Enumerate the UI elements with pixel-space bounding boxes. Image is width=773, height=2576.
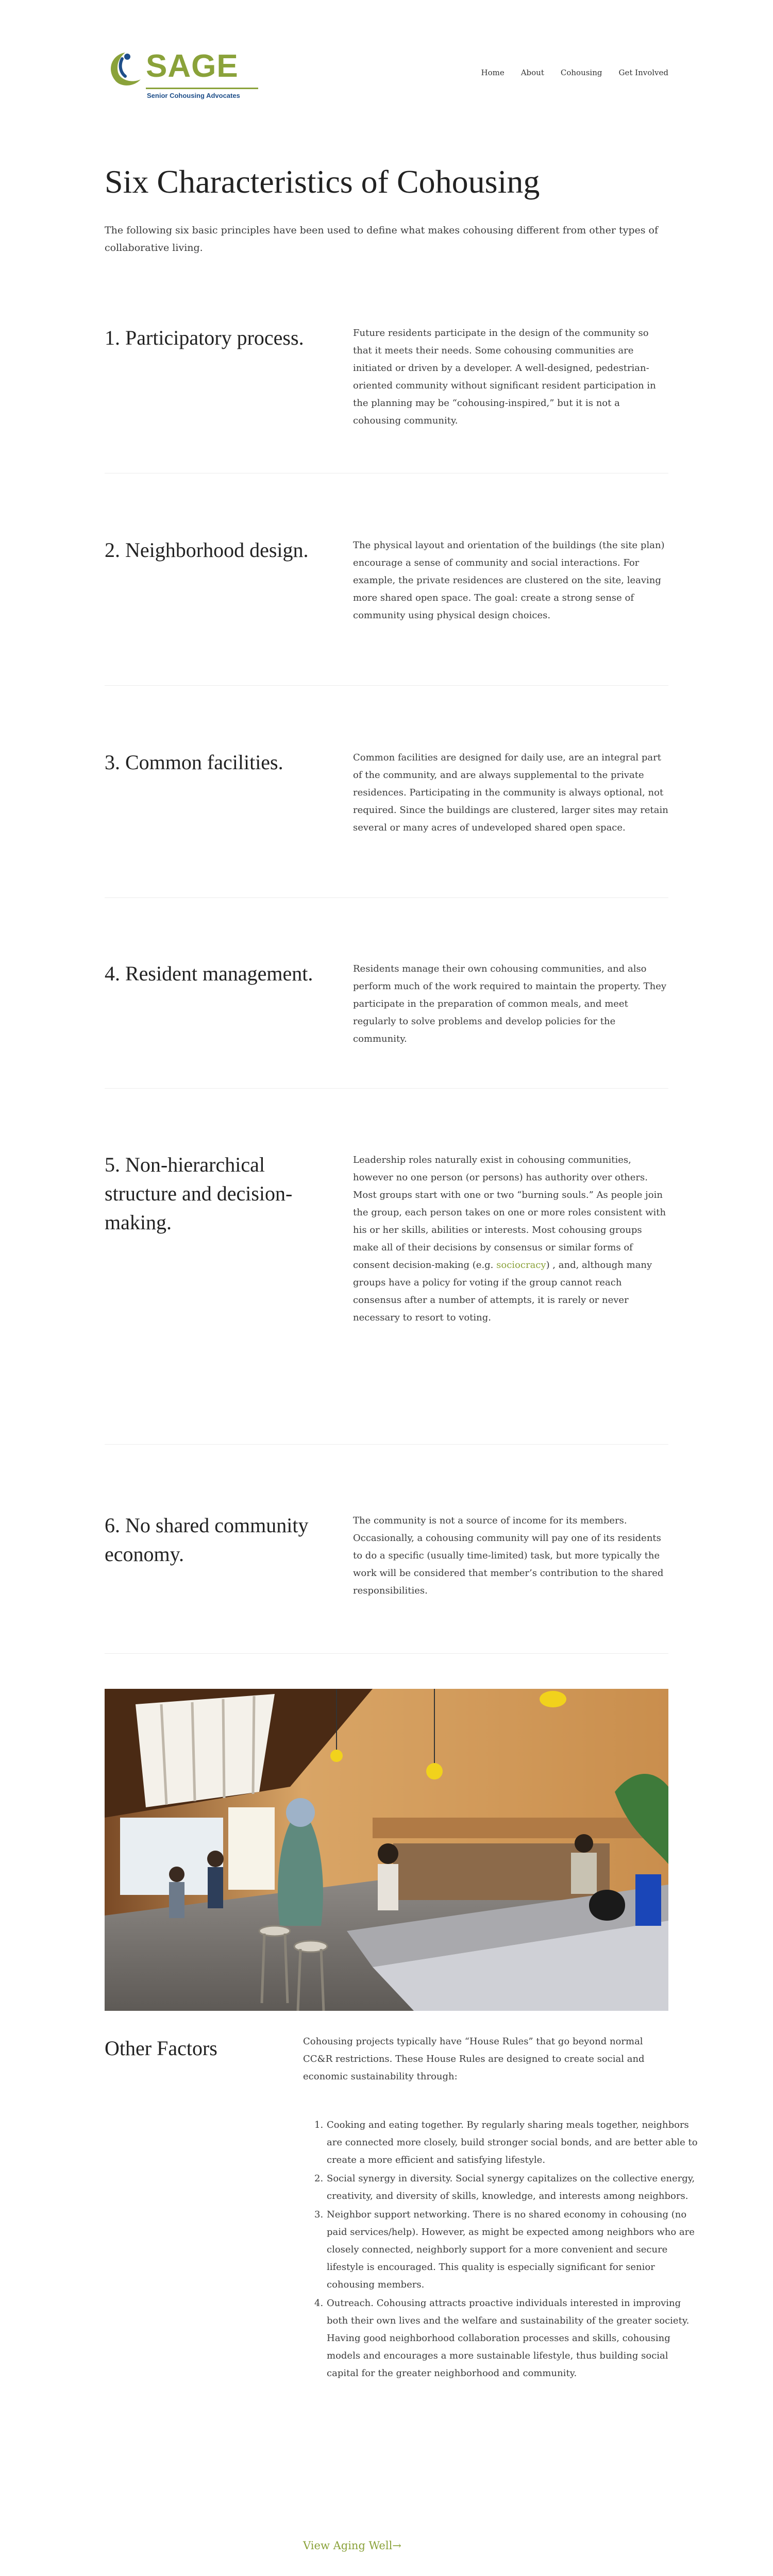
logo-tagline: Senior Cohousing Advocates [147,92,240,99]
characteristic-heading: 1. Participatory process. [105,326,304,349]
site-header [0,0,773,144]
page-intro: The following six basic principles have been used to define what makes cohousing different from other types of collaborative living. [105,225,659,253]
nav-home[interactable]: Home [481,68,505,77]
other-factors-intro: Cohousing projects typically have “House Rules” that go beyond normal CC&R restrictions. These House Rules are designed to create social and economic sustainability through: [303,2036,645,2082]
characteristic-body: Future residents participate in the design of the community so that it meets their needs. Some cohousing communities are initiated or driven by a developer. A well-designed, pedestrian-oriented community without significant resident participation in the planning may be “cohousing-inspired,” but it is not a cohousing community. [353,328,656,426]
other-factors-heading: Other Factors [105,2037,217,2060]
main-nav [481,68,669,77]
list-item: Social synergy in diversity. Social synergy capitalizes on the collective energy, creativity, and diversity of skills, knowledge, and interests among neighbors. [327,2173,695,2201]
section-divider [105,1653,668,1654]
characteristic-heading: 2. Neighborhood design. [105,538,309,562]
characteristic-heading: 4. Resident management. [105,962,313,985]
nav-cohousing[interactable]: Cohousing [560,68,602,77]
body-text-before: Leadership roles naturally exist in cohousing communities, however no one person (or persons) has authority over others. Most groups start with one or two “burning souls.” As people join the group, each person takes on one or more roles consistent with his or her skills, abilities or interests. Most cohousing groups make all of their decisions by consensus or similar forms of consent decision-making (e.g. [353,1155,666,1270]
characteristic-heading: 5. Non-hierarchical structure and decision-making. [105,1153,293,1234]
sage-leaf-logo-icon [105,49,146,91]
page-title: Six Characteristics of Cohousing [105,163,540,200]
cohousing-kitchen-photo [105,1689,668,2011]
list-item: Neighbor support networking. There is no shared economy in cohousing (no paid services/help). However, as might be expected among neighbors who are closely connected, neighborly support for a more convenient and secure lifestyle is encouraged. This quality is especially significant for senior cohousing members. [327,2209,695,2290]
kitchen-illustration [105,1689,668,2011]
logo-underline [146,88,258,89]
logo-wordmark: SAGE [146,48,239,84]
characteristic-body [353,1151,668,1327]
section-divider [105,897,668,898]
section-divider [105,1444,668,1445]
view-aging-well-link[interactable]: View Aging Well→ [303,2539,401,2552]
nav-about[interactable]: About [520,68,544,77]
characteristic-body: Common facilities are designed for daily use, are an integral part of the community, and are always supplemental to the private residences. Participating in the community is always optional, not required. Since the buildings are clustered, larger sites may retain several or many acres of undeveloped shared open space. [353,752,668,833]
section-divider [105,685,668,686]
characteristic-body: The physical layout and orientation of the buildings (the site plan) encourage a sense of community and social interactions. For example, the private residences are clustered on the site, leaving more shared open space. The goal: create a strong sense of community using physical design choices. [353,540,665,621]
characteristic-heading: 6. No shared community economy. [105,1514,309,1566]
sociocracy-link[interactable]: sociocracy [496,1260,546,1270]
section-divider [105,1088,668,1089]
characteristic-body: Residents manage their own cohousing communities, and also perform much of the work required to maintain the property. They participate in the preparation of common meals, and meet regularly to solve problems and develop policies for the community. [353,963,667,1044]
nav-get-involved[interactable]: Get Involved [618,68,668,77]
site-logo[interactable] [105,49,259,106]
list-item: Outreach. Cohousing attracts proactive individuals interested in improving both their own lives and the welfare and sustainability of the greater society. Having good neighborhood collaboration processes and skills, cohousing models and encourages a more sustainable lifestyle, thus building social capital for the greater neighborhood and community. [327,2298,690,2379]
characteristic-heading: 3. Common facilities. [105,751,283,774]
body-text-after: ) , and, although many groups have a policy for voting if the group cannot reach consensus after a number of attempts, it is rarely or never necessary to resort to voting. [353,1260,652,1323]
characteristic-body: The community is not a source of income for its members. Occasionally, a cohousing community will pay one of its residents to do a specific (usually time-limited) task, but more typically the work will be considered that member’s contribution to the shared responsibilities. [353,1515,664,1596]
other-factors-list [303,2116,698,2383]
list-item: Cooking and eating together. By regularly sharing meals together, neighbors are connected more closely, build stronger social bonds, and are better able to create a more efficient and satisfying lifestyle. [327,2120,698,2165]
